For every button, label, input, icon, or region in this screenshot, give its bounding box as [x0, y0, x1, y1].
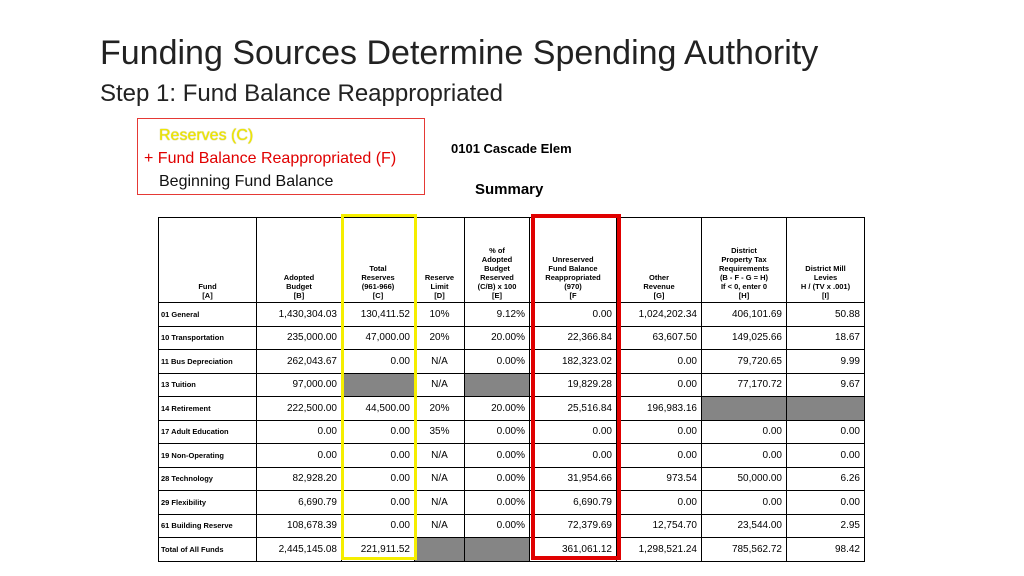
table-cell: 406,101.69: [702, 303, 787, 327]
table-cell: N/A: [415, 491, 465, 515]
table-row: [159, 303, 865, 327]
table-cell: [465, 538, 530, 562]
table-cell: 222,500.00: [257, 397, 342, 421]
column-header-line: Limit: [430, 282, 449, 291]
table-cell: 19,829.28: [530, 373, 617, 397]
column-header-line: Reserves: [361, 273, 395, 282]
table-row: [159, 397, 865, 421]
table-cell: 262,043.67: [257, 350, 342, 374]
table-cell: 9.99: [787, 350, 865, 374]
table-cell: 0.00: [617, 350, 702, 374]
table-cell: N/A: [415, 514, 465, 538]
column-header-line: [D]: [434, 291, 445, 300]
column-header: [159, 218, 257, 303]
table-cell: 77,170.72: [702, 373, 787, 397]
table-cell: N/A: [415, 467, 465, 491]
table-cell: 0.00: [702, 444, 787, 468]
column-header-line: Property Tax: [721, 255, 767, 264]
summary-heading: Summary: [475, 181, 544, 198]
table-row: [159, 467, 865, 491]
table-cell: 9.12%: [465, 303, 530, 327]
table-cell: 47,000.00: [342, 326, 415, 350]
table-cell: 72,379.69: [530, 514, 617, 538]
column-header: [465, 218, 530, 303]
table-cell: 0.00: [257, 444, 342, 468]
column-header-line: [I]: [821, 291, 830, 300]
legend-fund-balance-reappropriated: + Fund Balance Reappropriated (F): [144, 150, 397, 167]
table-cell: [342, 373, 415, 397]
table-cell: 6,690.79: [257, 491, 342, 515]
legend-reserves: Reserves (C): [159, 127, 254, 144]
table-cell: 2,445,145.08: [257, 538, 342, 562]
table-cell: 0.00%: [465, 491, 530, 515]
fund-name-cell: 11 Bus Depreciation: [159, 350, 257, 374]
table-cell: 0.00: [617, 444, 702, 468]
table-cell: 9.67: [787, 373, 865, 397]
table-cell: 82,928.20: [257, 467, 342, 491]
table-cell: 18.67: [787, 326, 865, 350]
table-cell: 0.00: [342, 491, 415, 515]
table-cell: 20.00%: [465, 397, 530, 421]
table-cell: 1,298,521.24: [617, 538, 702, 562]
column-header-line: Budget: [484, 264, 510, 273]
column-header-line: Revenue: [643, 282, 675, 291]
column-header: [617, 218, 702, 303]
table-cell: 20%: [415, 326, 465, 350]
table-header-row: [159, 218, 865, 303]
table-cell: 35%: [415, 420, 465, 444]
column-header: [530, 218, 617, 303]
column-header-line: Adopted: [283, 273, 315, 282]
table-cell: 196,983.16: [617, 397, 702, 421]
column-header: [702, 218, 787, 303]
table-cell: 0.00: [342, 350, 415, 374]
table-cell: 785,562.72: [702, 538, 787, 562]
table-cell: 0.00: [787, 491, 865, 515]
table-cell: 0.00: [342, 467, 415, 491]
table-row: [159, 373, 865, 397]
formula-legend-box: [137, 118, 425, 195]
table-cell: 6,690.79: [530, 491, 617, 515]
column-header-line: Fund: [198, 282, 217, 291]
fund-name-cell: 28 Technology: [159, 467, 257, 491]
column-header: [342, 218, 415, 303]
column-header-line: Levies: [813, 273, 838, 282]
column-header-line: Reserved: [480, 273, 514, 282]
column-header-line: District Mill: [805, 264, 846, 273]
table-cell: 20%: [415, 397, 465, 421]
fund-name-cell: 14 Retirement: [159, 397, 257, 421]
table-row: [159, 514, 865, 538]
table-cell: 0.00%: [465, 444, 530, 468]
table-cell: 0.00: [617, 420, 702, 444]
column-header-line: [C]: [372, 291, 384, 300]
table-cell: 0.00: [787, 420, 865, 444]
table-row: [159, 350, 865, 374]
column-header-line: Total: [369, 264, 387, 273]
column-header-line: Adopted: [481, 255, 513, 264]
table-row: [159, 420, 865, 444]
table-cell: 0.00%: [465, 514, 530, 538]
table-row: [159, 491, 865, 515]
table-cell: 0.00%: [465, 467, 530, 491]
table-cell: 98.42: [787, 538, 865, 562]
fund-name-cell: 10 Transportation: [159, 326, 257, 350]
table-cell: 182,323.02: [530, 350, 617, 374]
column-header-line: Fund Balance: [548, 264, 598, 273]
table-cell: 22,366.84: [530, 326, 617, 350]
table-cell: 12,754.70: [617, 514, 702, 538]
fund-name-cell: 13 Tuition: [159, 373, 257, 397]
fund-name-cell: 29 Flexibility: [159, 491, 257, 515]
table-cell: 20.00%: [465, 326, 530, 350]
table-cell: 1,024,202.34: [617, 303, 702, 327]
table-cell: 10%: [415, 303, 465, 327]
table-cell: 97,000.00: [257, 373, 342, 397]
slide-subtitle: Step 1: Fund Balance Reappropriated: [100, 80, 503, 107]
table-cell: 0.00: [530, 444, 617, 468]
legend-beginning-fund-balance: Beginning Fund Balance: [159, 173, 334, 190]
table-cell: 44,500.00: [342, 397, 415, 421]
table-cell: 973.54: [617, 467, 702, 491]
column-header-line: [A]: [202, 291, 213, 300]
column-header-line: Reappropriated: [545, 273, 601, 282]
fund-name-cell: 19 Non-Operating: [159, 444, 257, 468]
fund-name-cell: 61 Building Reserve: [159, 514, 257, 538]
table-row: [159, 538, 865, 562]
table-cell: 23,544.00: [702, 514, 787, 538]
column-header: [257, 218, 342, 303]
column-header: [787, 218, 865, 303]
table-cell: 0.00: [617, 491, 702, 515]
table-cell: 149,025.66: [702, 326, 787, 350]
slide-title: Funding Sources Determine Spending Authority: [100, 34, 819, 72]
table-cell: N/A: [415, 444, 465, 468]
table-cell: 0.00: [617, 373, 702, 397]
table-cell: 0.00: [342, 420, 415, 444]
table-cell: 130,411.52: [342, 303, 415, 327]
table-cell: 235,000.00: [257, 326, 342, 350]
fund-name-cell: 01 General: [159, 303, 257, 327]
table-cell: 0.00: [787, 444, 865, 468]
table-cell: 31,954.66: [530, 467, 617, 491]
table-cell: 50,000.00: [702, 467, 787, 491]
table-cell: 1,430,304.03: [257, 303, 342, 327]
table-cell: 50.88: [787, 303, 865, 327]
table-cell: N/A: [415, 350, 465, 374]
table-cell: [787, 397, 865, 421]
table-cell: 79,720.65: [702, 350, 787, 374]
column-header-line: (970): [564, 282, 582, 291]
column-header-line: [B]: [293, 291, 305, 300]
table-cell: 108,678.39: [257, 514, 342, 538]
table-cell: 0.00%: [465, 350, 530, 374]
table-cell: 221,911.52: [342, 538, 415, 562]
column-header-line: Other: [648, 273, 669, 282]
column-header-line: [E]: [492, 291, 502, 300]
table-cell: [465, 373, 530, 397]
column-header-line: (961-966): [361, 282, 395, 291]
column-header-line: [F: [569, 291, 577, 300]
table-row: [159, 326, 865, 350]
table-cell: 25,516.84: [530, 397, 617, 421]
column-header-line: If < 0, enter 0: [720, 282, 768, 291]
column-header-line: Budget: [286, 282, 312, 291]
column-header-line: [G]: [653, 291, 665, 300]
table-cell: 6.26: [787, 467, 865, 491]
column-header-line: Requirements: [718, 264, 769, 273]
table-cell: 2.95: [787, 514, 865, 538]
column-header-line: [H]: [738, 291, 750, 300]
column-header-line: (B - F - G = H): [719, 273, 769, 282]
school-name: 0101 Cascade Elem: [451, 141, 572, 156]
column-header-line: Reserve: [424, 273, 455, 282]
table-cell: [702, 397, 787, 421]
table-cell: 0.00: [702, 420, 787, 444]
column-header: [415, 218, 465, 303]
fund-summary-table: [158, 217, 865, 562]
column-header-line: District: [731, 246, 757, 255]
table-cell: 0.00: [530, 420, 617, 444]
table-cell: 0.00: [530, 303, 617, 327]
column-header-line: (C/B) x 100: [477, 282, 517, 291]
table-row: [159, 444, 865, 468]
table-cell: 0.00: [342, 514, 415, 538]
table-cell: 0.00%: [465, 420, 530, 444]
fund-name-cell: Total of All Funds: [159, 538, 257, 562]
table-cell: 361,061.12: [530, 538, 617, 562]
table-cell: 63,607.50: [617, 326, 702, 350]
table-cell: N/A: [415, 373, 465, 397]
table-cell: [415, 538, 465, 562]
column-header-line: H / (TV x .001): [800, 282, 851, 291]
table-cell: 0.00: [702, 491, 787, 515]
column-header-line: % of: [489, 246, 505, 255]
column-header-line: Unreserved: [552, 255, 594, 264]
table-cell: 0.00: [257, 420, 342, 444]
fund-name-cell: 17 Adult Education: [159, 420, 257, 444]
table-cell: 0.00: [342, 444, 415, 468]
